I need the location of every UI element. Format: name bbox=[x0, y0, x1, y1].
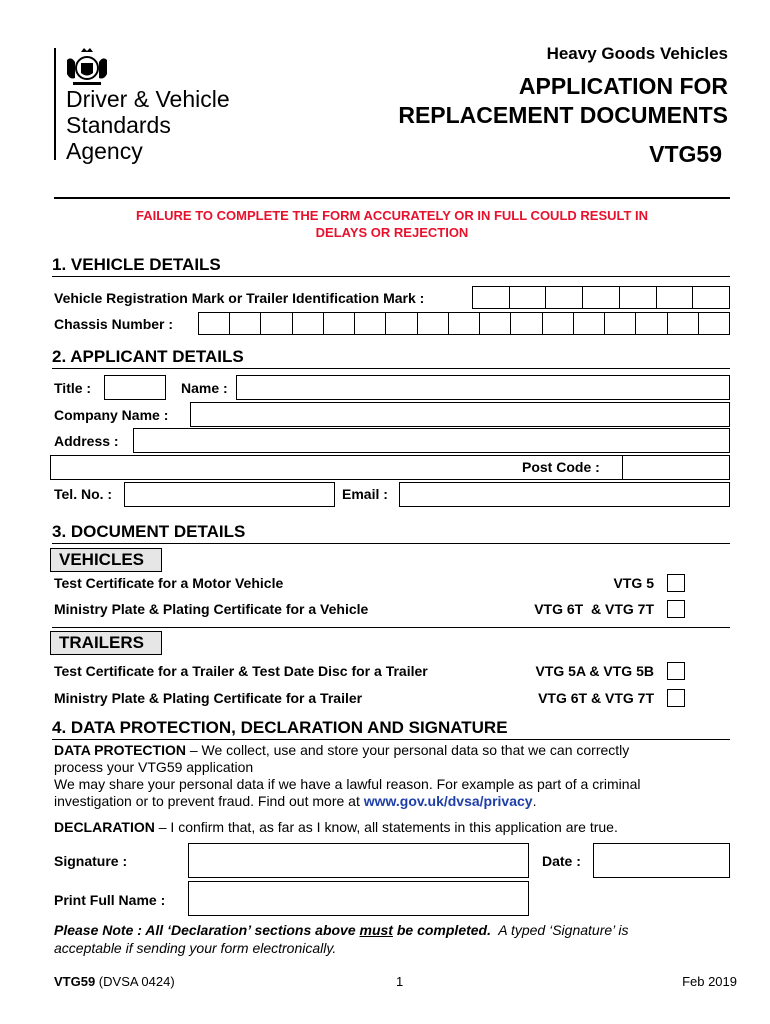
section-3-heading: 3. DOCUMENT DETAILS bbox=[52, 522, 246, 541]
org-name-line2: Standards bbox=[66, 112, 171, 138]
signature-label: Signature : bbox=[54, 853, 128, 869]
title-label: Title : bbox=[54, 380, 92, 396]
doc-label: Test Certificate for a Motor Vehicle bbox=[54, 575, 284, 591]
trailer-plating-checkbox[interactable] bbox=[667, 689, 685, 707]
section-2-heading: 2. APPLICANT DETAILS bbox=[52, 347, 244, 366]
chassis-cell[interactable] bbox=[543, 313, 574, 334]
page-number: 1 bbox=[396, 974, 404, 989]
warning-line2: DELAYS OR REJECTION bbox=[315, 225, 469, 240]
print-name-label: Print Full Name : bbox=[54, 892, 166, 908]
org-name-line1: Driver & Vehicle bbox=[66, 86, 230, 112]
doc-label: Ministry Plate & Plating Certificate for a Vehicle bbox=[54, 601, 369, 617]
chassis-cell[interactable] bbox=[324, 313, 355, 334]
doc-code: VTG 5 bbox=[613, 575, 654, 591]
vehicles-tab: VEHICLES bbox=[50, 548, 162, 572]
vrm-cell[interactable] bbox=[583, 287, 620, 308]
footer-form-code: VTG59 bbox=[54, 974, 96, 989]
date-label: Date : bbox=[542, 853, 581, 869]
note-line2: acceptable if sending your form electronically. bbox=[54, 940, 337, 956]
chassis-cell[interactable] bbox=[355, 313, 386, 334]
chassis-cell[interactable] bbox=[605, 313, 636, 334]
form-title-line2: REPLACEMENT DOCUMENTS bbox=[398, 102, 728, 128]
section-3-mid-rule bbox=[52, 627, 730, 628]
doc-code: VTG 6T & VTG 7T bbox=[534, 601, 654, 617]
doc-code: VTG 5A & VTG 5B bbox=[535, 663, 654, 679]
vrm-cell[interactable] bbox=[510, 287, 547, 308]
name-label: Name : bbox=[181, 380, 228, 396]
chassis-input[interactable] bbox=[198, 312, 730, 335]
doc-label: Ministry Plate & Plating Certificate for a Trailer bbox=[54, 690, 363, 706]
section-4-rule bbox=[52, 739, 730, 740]
vrm-cell[interactable] bbox=[620, 287, 657, 308]
name-input[interactable] bbox=[236, 375, 730, 400]
chassis-cell[interactable] bbox=[293, 313, 324, 334]
declaration-text bbox=[54, 819, 618, 835]
date-input[interactable] bbox=[593, 843, 730, 878]
signature-input[interactable] bbox=[188, 843, 529, 878]
dp-text-4: investigation or to prevent fraud. Find out more at bbox=[54, 793, 364, 809]
dp-text-1: – We collect, use and store your personal data so that we can correctly bbox=[185, 742, 630, 758]
warning-text bbox=[54, 207, 730, 241]
chassis-cell[interactable] bbox=[574, 313, 605, 334]
chassis-cell[interactable] bbox=[386, 313, 417, 334]
note-part3: A typed ‘Signature’ is bbox=[491, 922, 629, 938]
declaration-body: – I confirm that, as far as I know, all statements in this application are true. bbox=[154, 819, 618, 835]
company-input[interactable] bbox=[190, 402, 730, 427]
note-must: must bbox=[359, 922, 393, 938]
warning-line1: FAILURE TO COMPLETE THE FORM ACCURATELY OR IN FULL COULD RESULT IN bbox=[135, 208, 649, 223]
postcode-input[interactable] bbox=[622, 455, 730, 480]
data-protection-title: DATA PROTECTION bbox=[54, 742, 186, 758]
chassis-cell[interactable] bbox=[230, 313, 261, 334]
note-part1: Please Note : All ‘Declaration’ sections above bbox=[54, 922, 360, 938]
section-1-rule bbox=[52, 276, 730, 277]
doc-code: VTG 6T & VTG 7T bbox=[538, 690, 654, 706]
section-4-heading: 4. DATA PROTECTION, DECLARATION AND SIGNATURE bbox=[52, 718, 508, 737]
vrm-input[interactable] bbox=[472, 286, 730, 309]
tel-input[interactable] bbox=[124, 482, 335, 507]
footer-form-ref-text: (DVSA 0424) bbox=[95, 974, 175, 989]
section-2-rule bbox=[52, 368, 730, 369]
chassis-cell[interactable] bbox=[480, 313, 511, 334]
chassis-cell[interactable] bbox=[511, 313, 542, 334]
form-title bbox=[398, 72, 728, 130]
chassis-cell[interactable] bbox=[261, 313, 292, 334]
trailers-tab: TRAILERS bbox=[50, 631, 162, 655]
tel-label: Tel. No. : bbox=[54, 486, 113, 502]
header-rule bbox=[54, 197, 730, 199]
form-title-line1: APPLICATION FOR bbox=[518, 73, 728, 99]
footer-form-ref bbox=[54, 974, 175, 989]
org-name-line3: Agency bbox=[66, 138, 143, 164]
dp-text-2: process your VTG59 application bbox=[54, 759, 254, 775]
note-part2: be completed. bbox=[392, 922, 491, 938]
email-input[interactable] bbox=[399, 482, 730, 507]
print-name-input[interactable] bbox=[188, 881, 529, 916]
form-code: VTG59 bbox=[649, 141, 722, 167]
vrm-cell[interactable] bbox=[657, 287, 694, 308]
chassis-cell[interactable] bbox=[699, 313, 729, 334]
address-label: Address : bbox=[54, 433, 119, 449]
data-protection-text bbox=[54, 742, 734, 810]
dp-text-3: We may share your personal data if we have a lawful reason. For example as part of a criminal bbox=[54, 776, 641, 792]
email-label: Email : bbox=[342, 486, 388, 502]
dp-text-4-end: . bbox=[532, 793, 537, 809]
section-3-rule bbox=[52, 543, 730, 544]
vrm-cell[interactable] bbox=[546, 287, 583, 308]
company-label: Company Name : bbox=[54, 407, 169, 423]
chassis-cell[interactable] bbox=[668, 313, 699, 334]
section-1-heading: 1. VEHICLE DETAILS bbox=[52, 255, 221, 274]
doc-label: Test Certificate for a Trailer & Test Date Disc for a Trailer bbox=[54, 663, 428, 679]
vehicle-plating-checkbox[interactable] bbox=[667, 600, 685, 618]
chassis-cell[interactable] bbox=[199, 313, 230, 334]
address-input-line1[interactable] bbox=[133, 428, 730, 453]
vtg5a-checkbox[interactable] bbox=[667, 662, 685, 680]
privacy-link[interactable]: www.gov.uk/dvsa/privacy bbox=[363, 793, 533, 809]
chassis-label: Chassis Number : bbox=[54, 316, 174, 332]
postcode-label: Post Code : bbox=[519, 459, 603, 475]
chassis-cell[interactable] bbox=[449, 313, 480, 334]
vrm-cell[interactable] bbox=[473, 287, 510, 308]
footer-date: Feb 2019 bbox=[682, 974, 737, 989]
declaration-title: DECLARATION bbox=[54, 819, 155, 835]
please-note bbox=[54, 921, 628, 957]
chassis-cell[interactable] bbox=[636, 313, 667, 334]
vtg5-checkbox[interactable] bbox=[667, 574, 685, 592]
logo-divider bbox=[54, 48, 56, 160]
vrm-label: Vehicle Registration Mark or Trailer Identification Mark : bbox=[54, 290, 425, 306]
org-name bbox=[66, 86, 230, 164]
title-input[interactable] bbox=[104, 375, 166, 400]
vrm-cell[interactable] bbox=[693, 287, 729, 308]
chassis-cell[interactable] bbox=[418, 313, 449, 334]
vehicle-category: Heavy Goods Vehicles bbox=[546, 44, 728, 63]
